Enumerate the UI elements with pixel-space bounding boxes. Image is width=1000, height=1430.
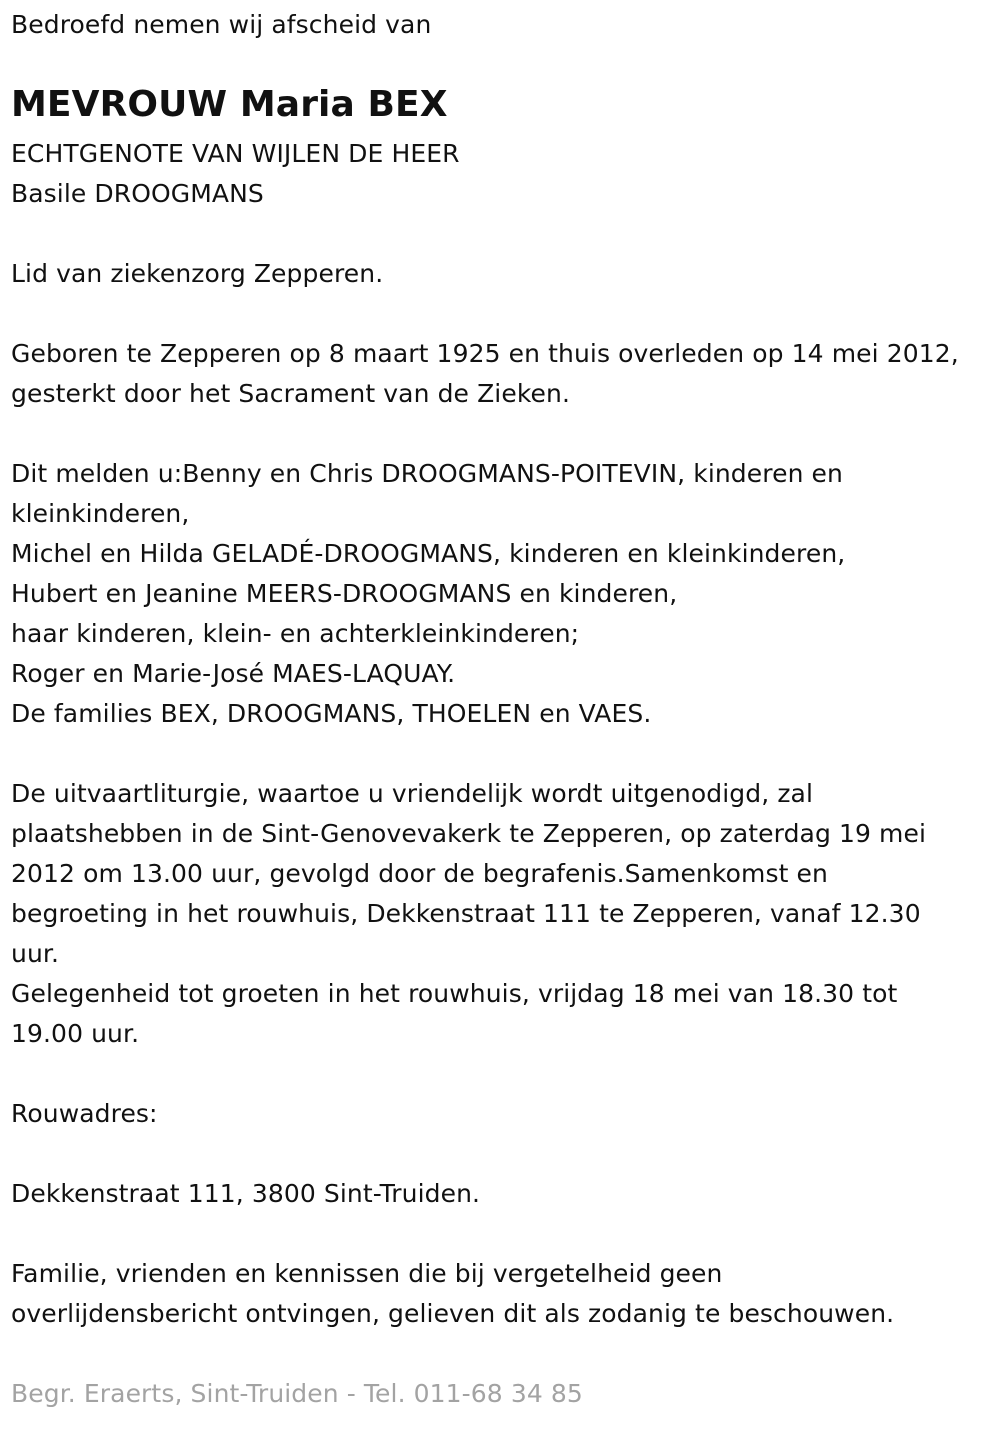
- family-line: kleinkinderen,: [11, 499, 190, 528]
- notice-line: overlijdensbericht ontvingen, gelieven dit als zodanig te beschouwen.: [11, 1299, 895, 1328]
- funeral-line: plaatshebben in de Sint-Genovevakerk te Zepperen, op zaterdag 19 mei: [11, 819, 927, 848]
- family-line: haar kinderen, klein- en achterkleinkinderen;: [11, 619, 580, 648]
- intro-text: Bedroefd nemen wij afscheid van: [11, 10, 432, 39]
- funeral-home-footer: Begr. Eraerts, Sint-Truiden - Tel. 011-68 34 85: [11, 1379, 583, 1408]
- funeral-line: Gelegenheid tot groeten in het rouwhuis, vrijdag 18 mei van 18.30 tot: [11, 979, 898, 1008]
- funeral-line: begroeting in het rouwhuis, Dekkenstraat 111 te Zepperen, vanaf 12.30: [11, 899, 921, 928]
- address-label: Rouwadres:: [11, 1099, 158, 1128]
- family-line: Hubert en Jeanine MEERS-DROOGMANS en kinderen,: [11, 579, 678, 608]
- birth-death-line: gesterkt door het Sacrament van de Zieken.: [11, 379, 570, 408]
- notice-line: Familie, vrienden en kennissen die bij vergetelheid geen: [11, 1259, 723, 1288]
- funeral-line: 19.00 uur.: [11, 1019, 140, 1048]
- deceased-name: MEVROUW Maria BEX: [11, 84, 448, 125]
- funeral-line: De uitvaartliturgie, waartoe u vriendelijk wordt uitgenodigd, zal: [11, 779, 814, 808]
- spouse-line-1: ECHTGENOTE VAN WIJLEN DE HEER: [11, 139, 460, 168]
- birth-death-line: Geboren te Zepperen op 8 maart 1925 en thuis overleden op 14 mei 2012,: [11, 339, 959, 368]
- family-line: De families BEX, DROOGMANS, THOELEN en VAES.: [11, 699, 652, 728]
- funeral-line: 2012 om 13.00 uur, gevolgd door de begrafenis.Samenkomst en: [11, 859, 828, 888]
- spouse-line-2: Basile DROOGMANS: [11, 179, 264, 208]
- funeral-line: uur.: [11, 939, 60, 968]
- mourning-address: Dekkenstraat 111, 3800 Sint-Truiden.: [11, 1179, 481, 1208]
- membership-text: Lid van ziekenzorg Zepperen.: [11, 259, 384, 288]
- family-line: Roger en Marie-José MAES-LAQUAY.: [11, 659, 456, 688]
- family-line: Dit melden u:Benny en Chris DROOGMANS-POITEVIN, kinderen en: [11, 459, 843, 488]
- family-line: Michel en Hilda GELADÉ-DROOGMANS, kinderen en kleinkinderen,: [11, 539, 846, 568]
